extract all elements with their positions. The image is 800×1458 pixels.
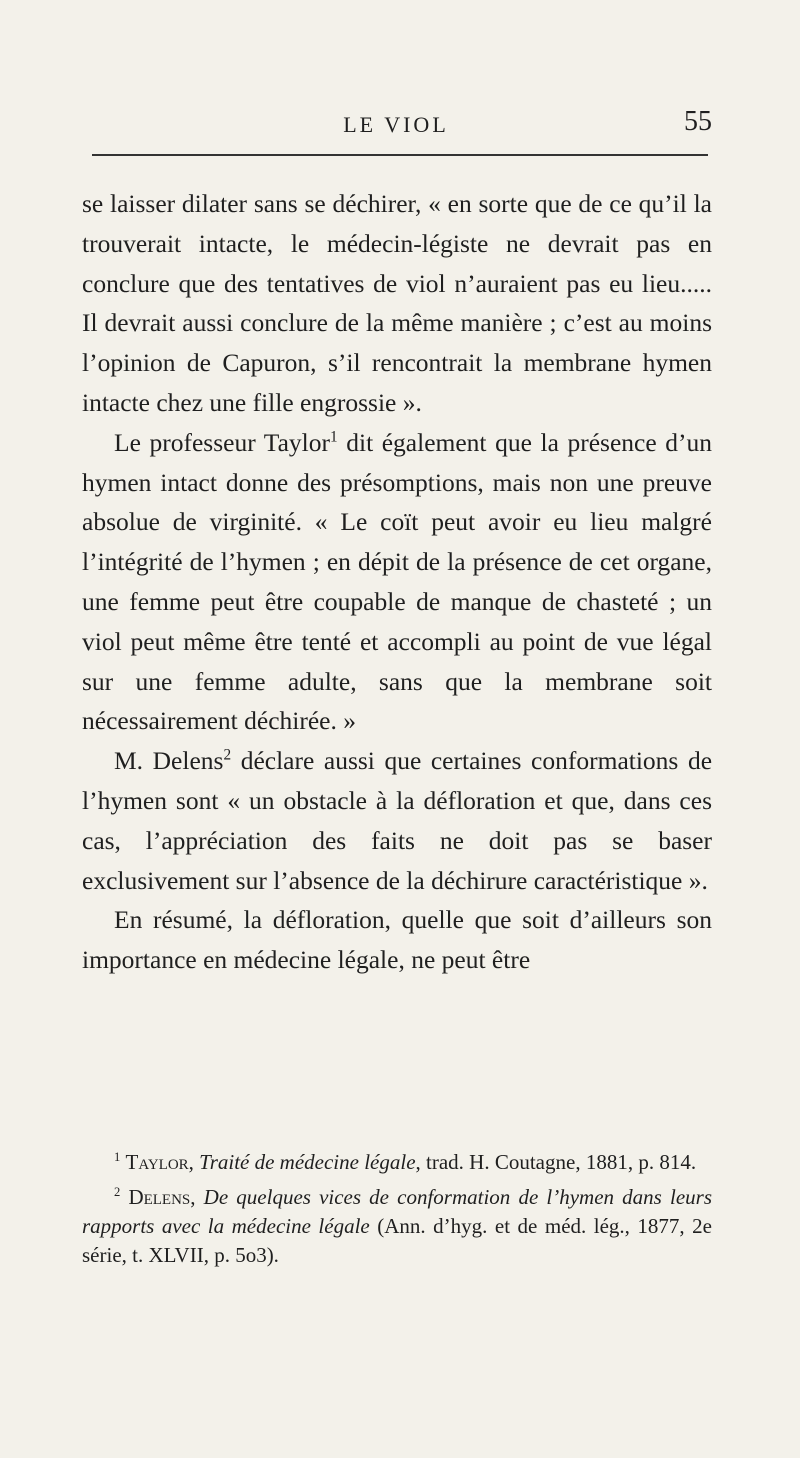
- header-rule: [92, 154, 708, 156]
- footnote-1-details: , trad. H. Coutagne, 1881, p. 814.: [415, 1150, 697, 1174]
- running-head: [80, 104, 712, 144]
- paragraph-3-rest: déclare aussi que certaines conformations de l’hymen sont « un obstacle à la défloration et que, dans ces cas, l’appréciation des faits ne doit pas se baser exclusivement sur l’absence de la déchirure caractéristique ».: [82, 746, 713, 895]
- paragraph-4: En résumé, la défloration, quelle que soit d’ailleurs son importance en médecine légale, ne peut être: [82, 905, 712, 975]
- footnotes: [82, 1148, 712, 1276]
- paragraph-3-start: M. Delens: [114, 746, 224, 776]
- footnote-ref-1: 1: [330, 428, 338, 446]
- paragraph-1: se laisser dilater sans se déchirer, « en sorte que de ce qu’il la trouverait intacte, le médecin-légiste ne devrait pas en conclure que des tentatives de viol n’auraient pas eu lieu..... Il devrait aussi conclure de la même manière ; c’est au moins l’opinion de Capuron, s’il rencontrait la membrane hymen intacte chez une fille engrossie ».: [82, 189, 712, 417]
- footnote-1-separator: ,: [188, 1150, 200, 1174]
- paragraph-3: [82, 741, 712, 900]
- running-title: LE VIOL: [343, 112, 449, 137]
- footnote-2-details: (Ann. d’hyg. et de méd. lég., 1877, 2e série, t. XLVII, p. 5o3).: [82, 1214, 712, 1267]
- footnote-2: [82, 1183, 712, 1270]
- paragraph-2-rest: dit également que la présence d’un hymen intact donne des présomptions, mais non une preuve absolue de virginité. « Le coït peut avoir eu lieu malgré l’intégrité de l’hymen ; en dépit de la présence de cet organe, une femme peut être coupable de manque de chasteté ; un viol peut même être tenté et accompli au point de vue légal sur une femme adulte, sans que la membrane soit nécessairement déchirée. »: [82, 427, 712, 736]
- footnote-2-separator: ,: [190, 1185, 204, 1209]
- footnote-1: [82, 1148, 712, 1177]
- main-text: [82, 184, 712, 980]
- footnote-1-number: 1: [114, 1150, 121, 1164]
- paragraph-2-start: Le professeur Taylor: [114, 427, 330, 457]
- footnote-2-author: Delens: [128, 1185, 191, 1209]
- footnote-1-title: Traité de médecine légale: [199, 1150, 416, 1174]
- footnote-1-author: Taylor: [125, 1150, 189, 1174]
- footnote-ref-2: 2: [223, 746, 232, 764]
- paragraph-2: [82, 423, 712, 741]
- footnote-2-number: 2: [114, 1185, 121, 1199]
- page-number: 55: [684, 106, 712, 137]
- footnote-2-title: De quelques vices de conformation de l’hymen dans leurs rapports avec la médecine légale: [82, 1185, 712, 1238]
